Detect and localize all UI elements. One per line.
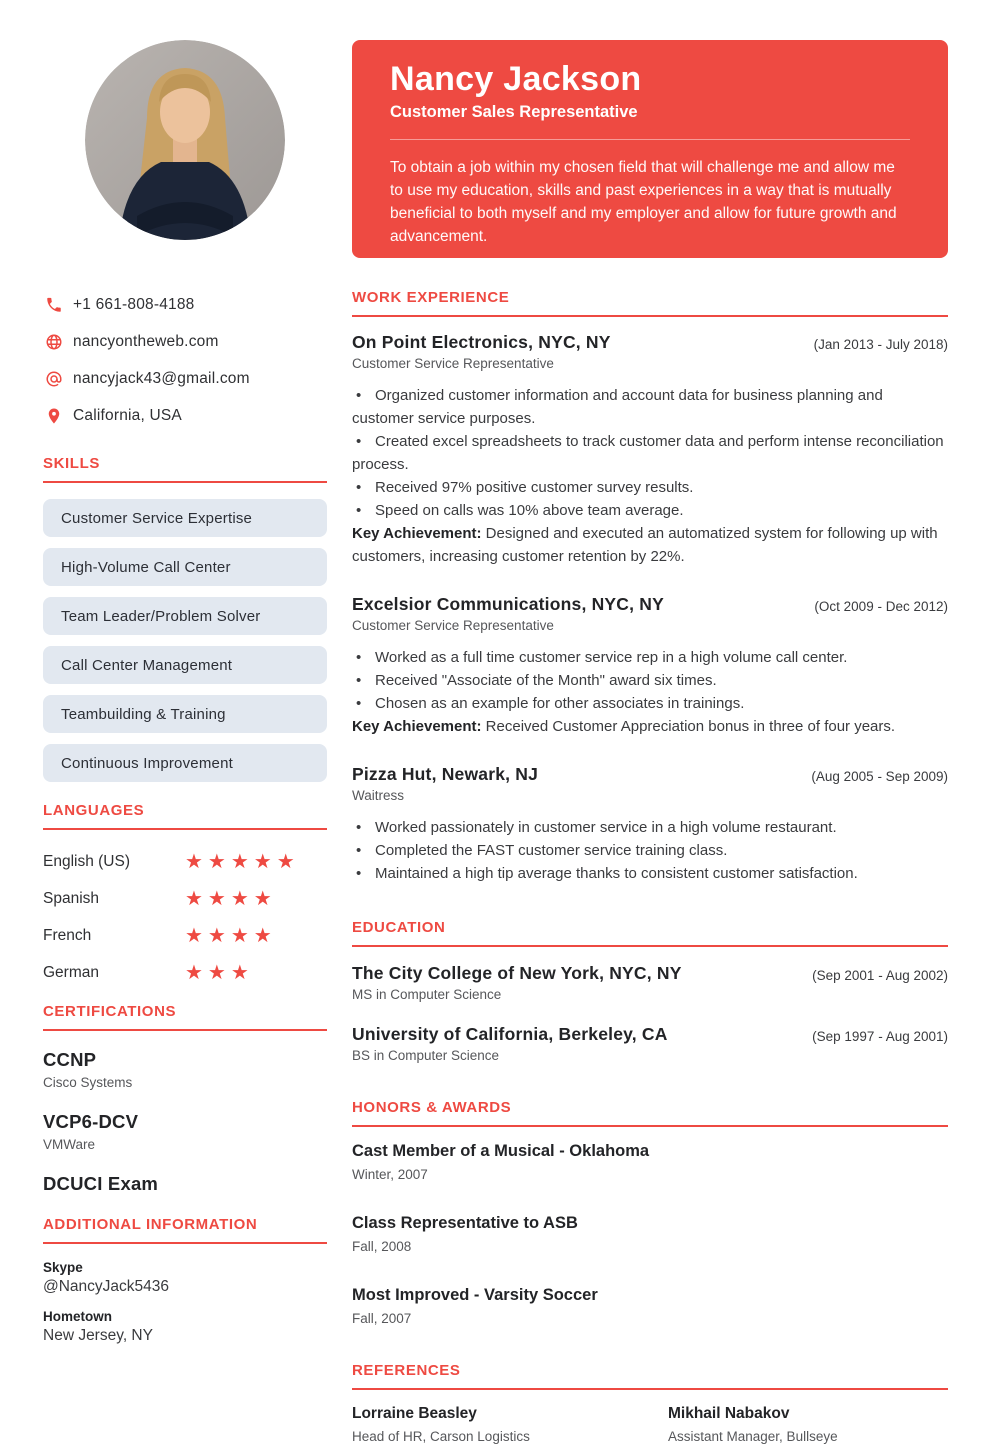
job-bullets xyxy=(352,646,948,738)
education-heading: EDUCATION xyxy=(352,919,948,947)
bullet-text: Worked as a full time customer service rep in a high volume call center. xyxy=(375,649,848,666)
language-name: Spanish xyxy=(43,890,100,907)
bullet-text: Received 97% positive customer survey results. xyxy=(375,479,694,496)
reference-entry xyxy=(352,1405,668,1444)
language-row xyxy=(43,926,327,946)
bullet-dot: • xyxy=(356,842,362,859)
key-achievement-label: Key Achievement: xyxy=(352,718,482,735)
bullet-dot: • xyxy=(356,865,362,882)
job-role: Customer Service Representative xyxy=(352,356,554,371)
certification-org: VMWare xyxy=(43,1137,96,1152)
languages-section xyxy=(43,802,327,983)
bullet-dot: • xyxy=(356,649,362,666)
reference-name: Lorraine Beasley xyxy=(352,1405,477,1422)
bullet-text: Organized customer information and account data for business planning and customer service purposes. xyxy=(352,387,883,427)
education-entry xyxy=(352,1024,948,1063)
honor-name: Most Improved - Varsity Soccer xyxy=(352,1286,598,1304)
bullet-text: Maintained a high tip average thanks to consistent customer satisfaction. xyxy=(375,865,858,882)
bullet-text: Created excel spreadsheets to track customer data and perform intense reconciliation process. xyxy=(352,433,944,473)
certifications-heading: CERTIFICATIONS xyxy=(43,1003,327,1031)
honor-name: Class Representative to ASB xyxy=(352,1214,578,1232)
additional-info-heading: ADDITIONAL INFORMATION xyxy=(43,1216,327,1244)
job-company: Pizza Hut, Newark, NJ xyxy=(352,764,539,784)
work-experience-section xyxy=(352,289,948,885)
job-date: (Oct 2009 - Dec 2012) xyxy=(814,599,948,614)
language-rating-stars: ★★★ xyxy=(185,962,254,984)
bullet-text: Speed on calls was 10% above team average. xyxy=(375,502,684,519)
bullet-dot: • xyxy=(356,695,362,712)
language-row xyxy=(43,963,327,983)
job-entry xyxy=(352,594,948,738)
phone-icon xyxy=(45,296,63,314)
person-job-title: Customer Sales Representative xyxy=(390,103,638,121)
email-address: nancyjack43@gmail.com xyxy=(73,370,250,387)
additional-info-value: New Jersey, NY xyxy=(43,1327,153,1344)
honors-heading: HONORS & AWARDS xyxy=(352,1099,948,1127)
skill-pill: Customer Service Expertise xyxy=(43,499,327,537)
skill-pill: Team Leader/Problem Solver xyxy=(43,597,327,635)
profile-photo-wrap xyxy=(43,40,327,240)
school-date: (Sep 1997 - Aug 2001) xyxy=(812,1029,948,1044)
bullet-item xyxy=(352,692,948,715)
certification-item xyxy=(43,1111,327,1152)
location-text: California, USA xyxy=(73,407,182,424)
honor-date: Fall, 2008 xyxy=(352,1239,412,1254)
location-icon xyxy=(45,407,63,425)
certification-name: CCNP xyxy=(43,1049,97,1070)
sidebar xyxy=(43,40,327,1444)
language-rating-stars: ★★★★ xyxy=(185,925,277,947)
additional-info-section xyxy=(43,1216,327,1345)
phone-number: +1 661-808-4188 xyxy=(73,296,195,313)
contact-list xyxy=(43,296,327,425)
bullet-text: Completed the FAST customer service training class. xyxy=(375,842,728,859)
certification-name: VCP6-DCV xyxy=(43,1111,139,1132)
reference-role: Assistant Manager, Bullseye xyxy=(668,1429,838,1444)
job-date: (Aug 2005 - Sep 2009) xyxy=(811,769,948,784)
hero-header xyxy=(352,40,948,258)
references-heading: REFERENCES xyxy=(352,1362,948,1390)
language-rating-stars: ★★★★ xyxy=(185,888,277,910)
honor-name: Cast Member of a Musical - Oklahoma xyxy=(352,1142,650,1160)
bullet-item xyxy=(352,816,948,839)
bullet-item xyxy=(352,669,948,692)
job-company: On Point Electronics, NYC, NY xyxy=(352,332,611,352)
bullet-dot: • xyxy=(356,479,362,496)
language-name: French xyxy=(43,927,92,944)
bullet-dot: • xyxy=(356,433,362,450)
key-achievement xyxy=(352,522,948,568)
job-company: Excelsior Communications, NYC, NY xyxy=(352,594,664,614)
key-achievement-label: Key Achievement: xyxy=(352,525,482,542)
email-icon xyxy=(45,370,63,388)
certifications-list xyxy=(43,1049,327,1195)
additional-info-label: Hometown xyxy=(43,1309,112,1324)
job-bullets xyxy=(352,384,948,568)
contact-row-website xyxy=(43,333,327,351)
bullet-dot: • xyxy=(356,819,362,836)
skills-section xyxy=(43,455,327,782)
globe-icon xyxy=(45,333,63,351)
bullet-dot: • xyxy=(356,672,362,689)
certification-item xyxy=(43,1173,327,1195)
website: nancyontheweb.com xyxy=(73,333,219,350)
reference-entry xyxy=(668,1405,948,1444)
honor-date: Winter, 2007 xyxy=(352,1167,428,1182)
languages-list xyxy=(43,852,327,983)
key-achievement-text: Designed and executed an automatized system for following up with customers, increasing customer retention by 22%. xyxy=(352,525,938,565)
main-column xyxy=(352,40,948,1444)
work-experience-heading: WORK EXPERIENCE xyxy=(352,289,948,317)
bullet-item xyxy=(352,646,948,669)
bullet-text: Received "Associate of the Month" award six times. xyxy=(375,672,717,689)
contact-row-location xyxy=(43,407,327,425)
skill-pill: High-Volume Call Center xyxy=(43,548,327,586)
education-entry xyxy=(352,963,948,1002)
reference-name: Mikhail Nabakov xyxy=(668,1405,790,1422)
bullet-item xyxy=(352,862,948,885)
additional-info-value: @NancyJack5436 xyxy=(43,1278,170,1295)
job-entry xyxy=(352,332,948,568)
bullet-text: Chosen as an example for other associates in trainings. xyxy=(375,695,745,712)
bullet-item xyxy=(352,839,948,862)
person-name: Nancy Jackson xyxy=(390,60,642,98)
job-role: Customer Service Representative xyxy=(352,618,554,633)
objective-text: To obtain a job within my chosen field that will challenge me and allow me to use my education, skills and past experiences in a way that is mutually beneficial to both myself and my employer and allow for future growth and advancement. xyxy=(390,159,897,245)
additional-info-label: Skype xyxy=(43,1260,83,1275)
job-role: Waitress xyxy=(352,788,405,803)
key-achievement-text: Received Customer Appreciation bonus in three of four years. xyxy=(485,718,896,735)
school-date: (Sep 2001 - Aug 2002) xyxy=(812,968,948,983)
profile-photo xyxy=(85,40,285,240)
contact-row-phone xyxy=(43,296,327,314)
bullet-dot: • xyxy=(356,502,362,519)
reference-role: Head of HR, Carson Logistics xyxy=(352,1429,530,1444)
certification-org: Cisco Systems xyxy=(43,1075,133,1090)
job-date: (Jan 2013 - July 2018) xyxy=(813,337,948,352)
certifications-section xyxy=(43,1003,327,1195)
certification-item xyxy=(43,1049,327,1090)
certification-name: DCUCI Exam xyxy=(43,1173,159,1194)
honor-entry xyxy=(352,1142,948,1182)
school-name: University of California, Berkeley, CA xyxy=(352,1024,668,1044)
bullet-item xyxy=(352,384,948,430)
education-section xyxy=(352,919,948,1063)
additional-info-list xyxy=(43,1260,327,1345)
degree: BS in Computer Science xyxy=(352,1048,500,1063)
additional-info-item xyxy=(43,1260,327,1296)
honors-section xyxy=(352,1099,948,1326)
additional-info-item xyxy=(43,1309,327,1345)
degree: MS in Computer Science xyxy=(352,987,502,1002)
portrait-illustration xyxy=(85,40,285,240)
language-name: German xyxy=(43,964,99,981)
references-list xyxy=(352,1405,948,1444)
hero-divider xyxy=(390,139,910,140)
school-name: The City College of New York, NYC, NY xyxy=(352,963,682,983)
language-row xyxy=(43,852,327,872)
languages-heading: LANGUAGES xyxy=(43,802,327,830)
honor-date: Fall, 2007 xyxy=(352,1311,412,1326)
bullet-text: Worked passionately in customer service in a high volume restaurant. xyxy=(375,819,837,836)
skills-heading: SKILLS xyxy=(43,455,327,483)
skill-pill: Call Center Management xyxy=(43,646,327,684)
contact-row-email xyxy=(43,370,327,388)
job-bullets xyxy=(352,816,948,885)
skills-list xyxy=(43,499,327,782)
skill-pill: Teambuilding & Training xyxy=(43,695,327,733)
honor-entry xyxy=(352,1214,948,1254)
bullet-item xyxy=(352,476,948,499)
bullet-item xyxy=(352,430,948,476)
bullet-item xyxy=(352,499,948,522)
honor-entry xyxy=(352,1286,948,1326)
key-achievement xyxy=(352,715,948,738)
skill-pill: Continuous Improvement xyxy=(43,744,327,782)
references-section xyxy=(352,1362,948,1444)
language-name: English (US) xyxy=(43,853,130,870)
job-entry xyxy=(352,764,948,885)
bullet-dot: • xyxy=(356,387,362,404)
language-row xyxy=(43,889,327,909)
language-rating-stars: ★★★★★ xyxy=(185,851,300,873)
